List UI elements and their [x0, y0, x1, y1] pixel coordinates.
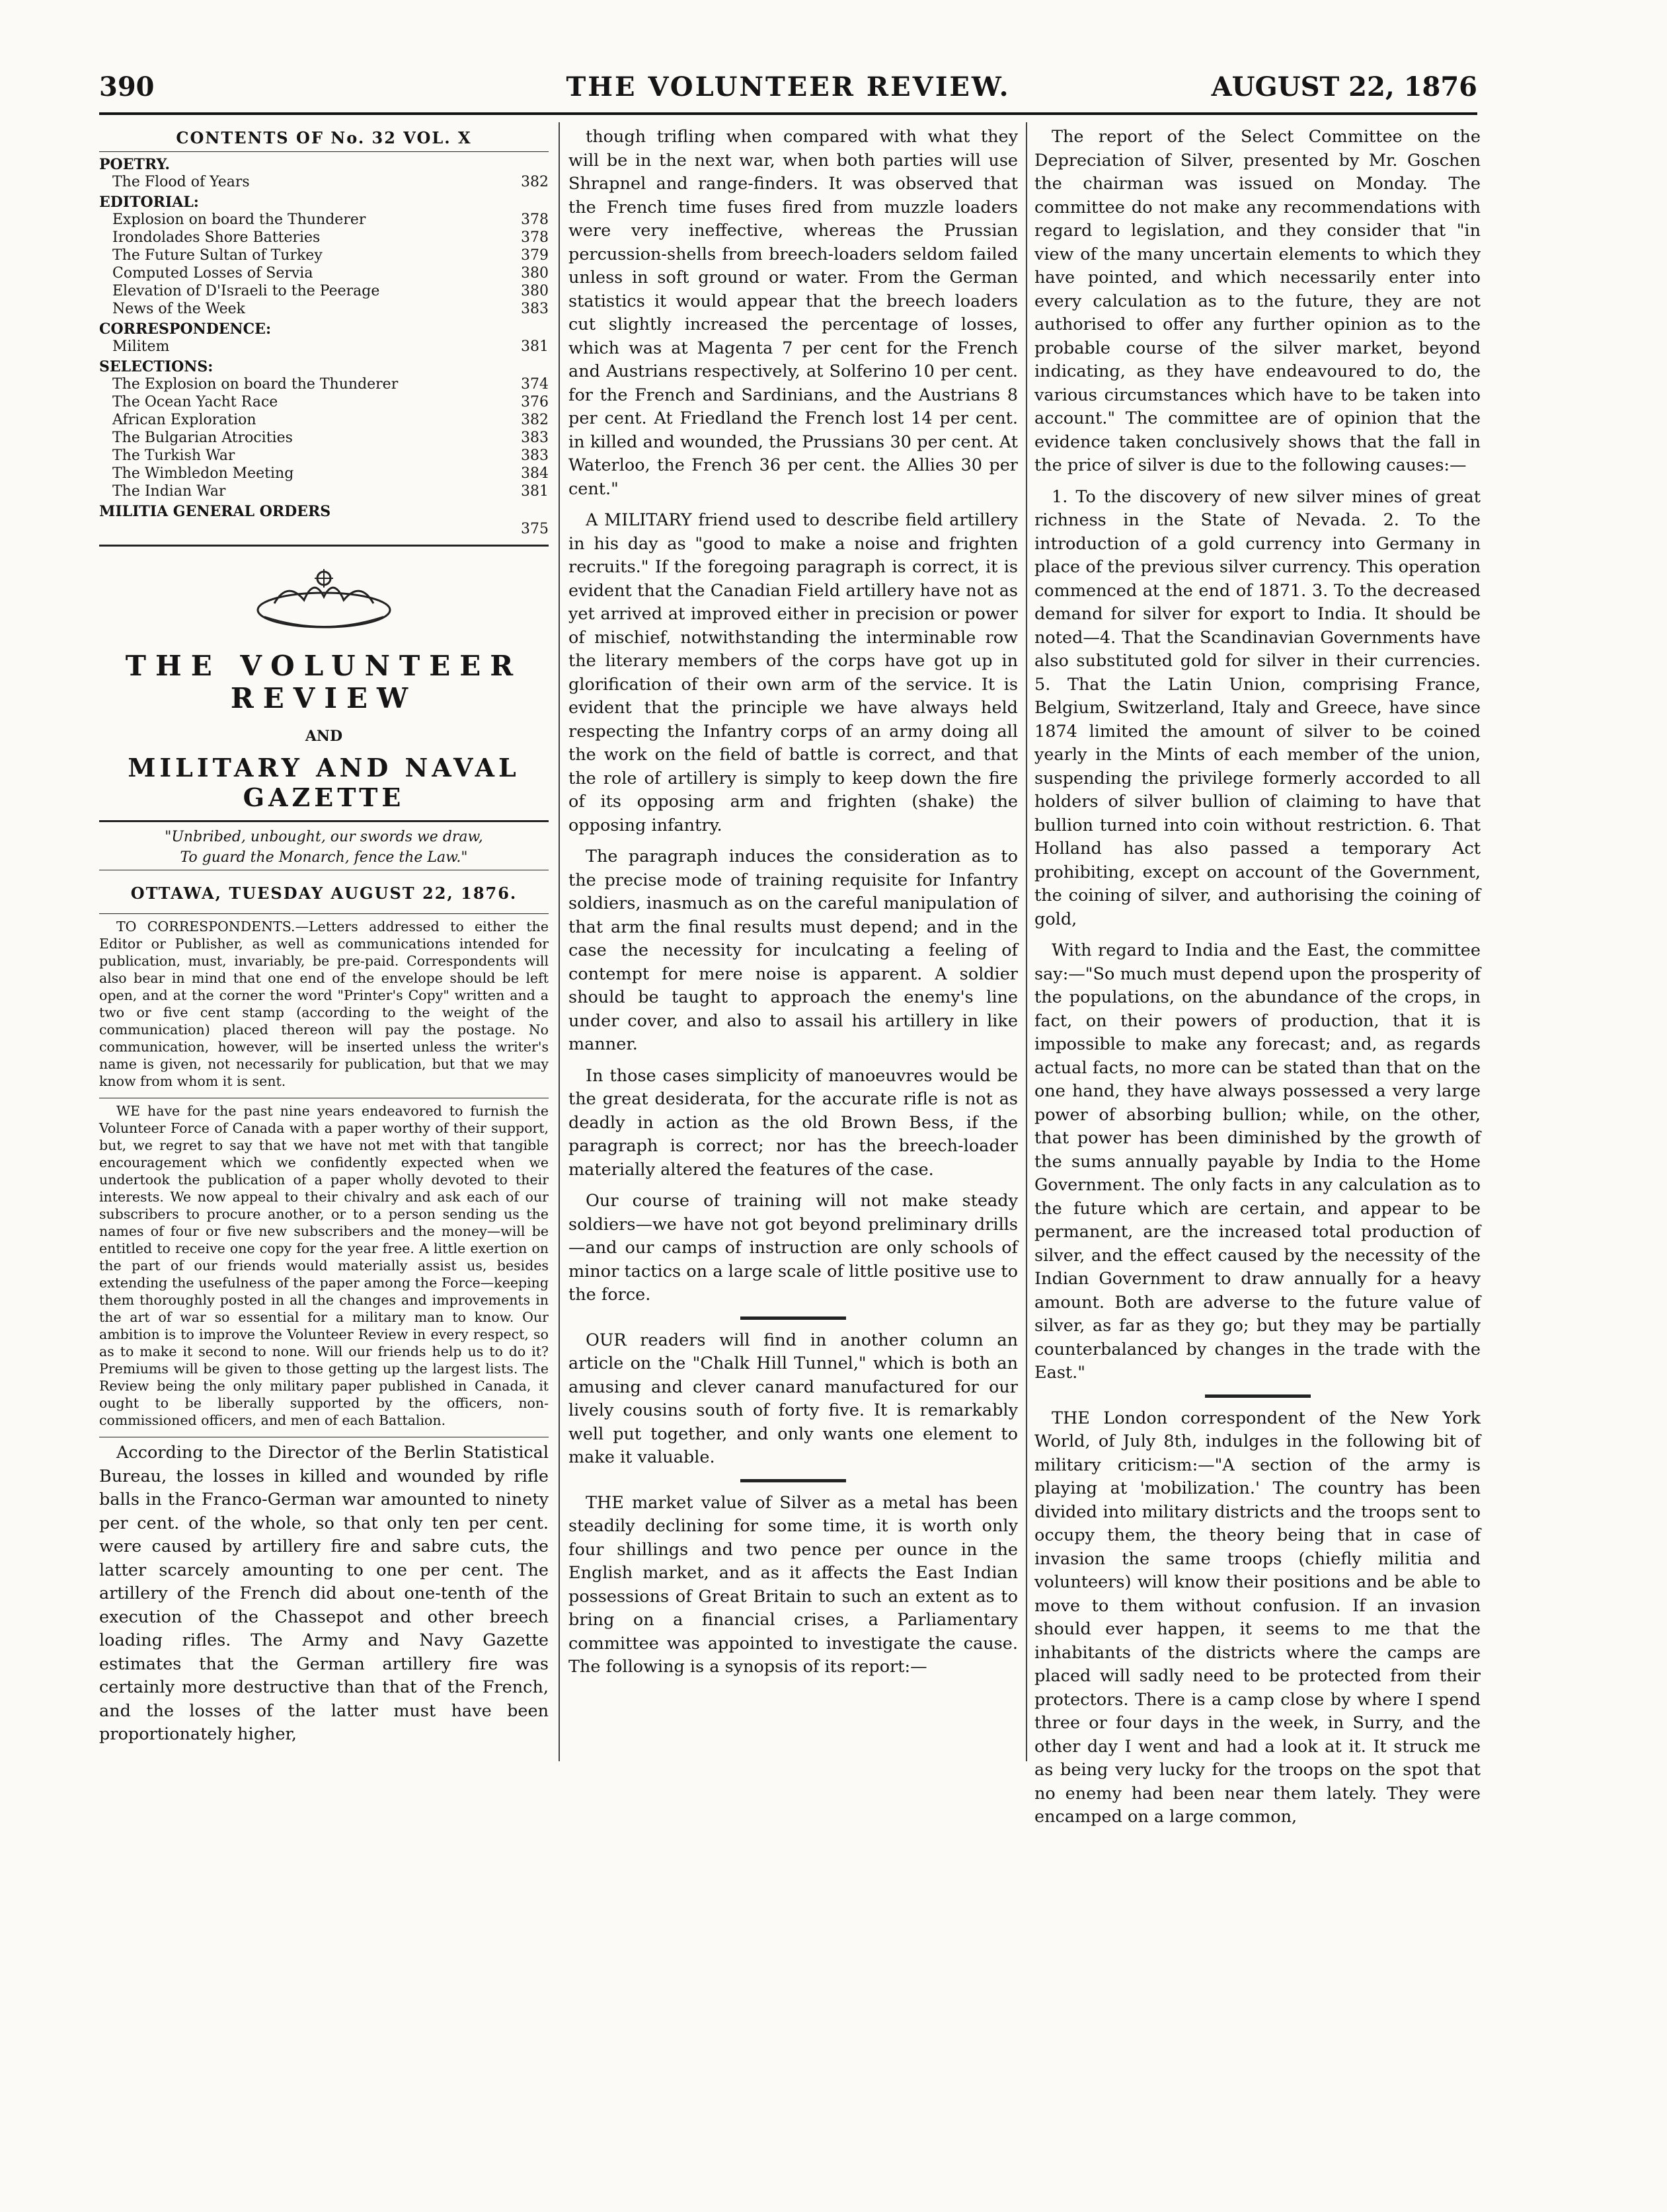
article-paragraph: A MILITARY friend used to describe field artillery in his day as "good to make a noise and frighten recruits." If the foregoing paragraph is correct, it is evident that the Canadian Field artillery have not as yet arrived at improved either in precision or power of mischief, notwithstanding the interminable row the literary members of the corps have got up in glorification of their own arm of the service. It is evident that the principle we have always held respecting the Infantry corps of an army doing all the work on the field of battle is correct, and that the role of artillery is simply to keep down the fire of its opposing arm and frighten (shake) the opposing infantry. — [568, 510, 1018, 835]
toc-entry-page: 381 — [521, 483, 549, 500]
toc-entry — [99, 447, 549, 465]
article-separator — [740, 1479, 846, 1482]
article-paragraph: The report of the Select Committee on the Depreciation of Silver, presented by Mr. Goschen the chairman was issued on Monday. The committee do not make any recommendations with regard to legislation, and they consider that "in view of the many uncertain elements to which they have pointed, and which necessarily enter into every calculation as to the future, they are not authorised to offer any further opinion as to the probable course of the silver market, beyond indicating, as they have endeavoured to do, the various circumstances which have to be taken into account." The committee are of opinion that the evidence taken conclusively shows that the fall in the price of silver is due to the following causes:— — [1034, 127, 1481, 475]
article-paragraph: With regard to India and the East, the committee say:—"So much must depend upon the prosperity of the populations, on the abundance of the crops, in fact, on their powers of production, that it is impossible to make any forecast; and, as regards actual facts, no more can be stated than that on the one hand, they have always possessed a very large power of absorbing bullion; while, on the other, that power has been diminished by the growth of the sums annually payable by India to the Home Government. The only facts in any calculation as to the future which are certain, and appear to be permanent, are the increased total production of silver, and the effect caused by the necessity of the Indian Government to draw annually for a heavy amount. Both are adverse to the future value of silver, as far as they go; but they may be partially counterbalanced by changes in the trade with the East." — [1034, 940, 1481, 1383]
contents-title: CONTENTS OF No. 32 VOL. X — [176, 128, 472, 147]
toc-entry-title: The Explosion on board the Thunderer — [112, 376, 399, 393]
divider — [99, 545, 549, 547]
toc-entry-title: The Ocean Yacht Race — [112, 394, 278, 410]
toc-entry-title: Computed Losses of Servia — [112, 265, 313, 282]
masthead-subtitle: MILITARY AND NAVAL GAZETTE — [128, 753, 520, 812]
divider — [99, 913, 549, 914]
toc-entry-title: The Wimbledon Meeting — [112, 465, 294, 482]
toc-entry — [99, 338, 549, 356]
toc-entry-page: 374 — [521, 376, 549, 393]
motto-line: To guard the Monarch, fence the Law." — [180, 849, 468, 866]
article-paragraph: THE market value of Silver as a metal has been steadily declining for some time, it is worth only four shillings and two pence per ounce in the English market, and as it affects the East Indian possessions of Great Britain to such an extent as to bring on a financial crises, a Parliamentary committee was appointed to investigate the cause. The following is a synopsis of its report:— — [568, 1492, 1018, 1677]
crown-emblem-icon — [248, 564, 400, 636]
toc-entry-page: 375 — [521, 521, 549, 537]
toc-entry-page: 383 — [521, 301, 549, 317]
toc-entry-page: 376 — [521, 394, 549, 410]
article-separator — [1205, 1394, 1311, 1398]
toc-entry-page: 384 — [521, 465, 549, 482]
page-header — [99, 71, 1477, 111]
toc-entry-title: The Turkish War — [112, 447, 235, 464]
toc-entry — [99, 393, 549, 411]
toc-entry — [99, 229, 549, 247]
toc-entry — [99, 375, 549, 393]
article-paragraph: In those cases simplicity of manoeuvres would be the great desiderata, for the accurate rifle is not as deadly in action as the old Brown Bess, if the paragraph is correct; nor has the breech-loader materially altered the features of the case. — [568, 1065, 1018, 1180]
article-paragraph: The paragraph induces the consideration as to the precise mode of training requisite for Infantry soldiers, inasmuch as on the careful manipulation of that arm the final results must depend; and in the case the necessity for inculcating a feeling of contempt for mere noise is apparent. A soldier should be taught to approach the enemy's line under cover, and also to assail his artillery in like manner. — [568, 847, 1018, 1054]
toc-entry — [99, 247, 549, 264]
issue-date: AUGUST 22, 1876 — [1211, 71, 1477, 102]
toc-entry — [99, 429, 549, 447]
running-title: THE VOLUNTEER REVIEW. — [566, 71, 1011, 102]
toc-section-label: EDITORIAL: — [99, 194, 199, 211]
subscription-appeal: WE have for the past nine years endeavored to furnish the Volunteer Force of Canada with a paper worthy of their support, but, we regret to say that we have not met with that tangible encouragement which we confidently expected when we undertook the publication of a paper wholly devoted to their interests. We now appeal to their chivalry and ask each of our subscribers to procure another, or to a person sending us the names of four or five new subscribers and the money—will be entitled to receive one copy for the year free. A little exertion on the part of our friends would materially assist us, besides extending the usefulness of the paper among the Force—keeping them thoroughly posted in all the changes and improvements in the art of war so essential for a military man to know. Our ambition is to improve the Volunteer Review in every respect, so as to make it second to none. Will our friends help us to do it? Premiums will be given to those getting up the largest lists. The Review being the only military paper published in Canada, it ought to be liberally supported by the officers, non-commissioned officers, and men of each Battalion. — [99, 1103, 549, 1428]
article-paragraph: Our course of training will not make steady soldiers—we have not got beyond preliminary drills—and our camps of instruction are only schools of minor tactics on a large scale of little positive use to the force. — [568, 1191, 1018, 1305]
toc-section-label: SELECTIONS: — [99, 358, 213, 375]
toc-entry-page: 381 — [521, 338, 549, 355]
toc-entry — [99, 282, 549, 300]
toc-entry-page: 382 — [521, 412, 549, 428]
toc-entry — [99, 211, 549, 229]
article-paragraph: THE London correspondent of the New York World, of July 8th, indulges in the following bit of military criticism:—"A section of the army is playing at 'mobilization.' The country has been divided into military districts and the troops sent to occupy them, the theory being that in case of invasion the same troops (chiefly militia and volunteers) will know their positions and be able to move to them without confusion. If an invasion should ever happen, it seems to me that the inhabitants of the districts where the camps are placed will sadly need to be protected from their protectors. There is a camp close by where I spend three or four days in the week, in Surry, and the other day I went and had a look at it. It struck me as being very lucky for the troops on the spot that no enemy had been near them lately. They were encamped on a large common, — [1034, 1408, 1481, 1827]
column-1 — [99, 126, 549, 1765]
divider — [99, 820, 549, 822]
toc-entry-page: 383 — [521, 447, 549, 464]
toc-entry — [99, 173, 549, 191]
masthead-and: AND — [305, 728, 343, 745]
toc-entry-page: 383 — [521, 430, 549, 446]
toc-entry-title: Elevation of D'Israeli to the Peerage — [112, 283, 380, 299]
article-paragraph: OUR readers will find in another column an article on the "Chalk Hill Tunnel," which is both an amusing and clever canard manufactured for our lively cousins south of forty five. It is remarkably well put together, and only wants one element to make it valuable. — [568, 1330, 1018, 1467]
article-separator — [740, 1316, 846, 1320]
toc-entry-title: The Indian War — [112, 483, 226, 500]
toc-entry-title: Irondolades Shore Batteries — [112, 229, 321, 246]
column-3 — [1034, 126, 1481, 1827]
toc-entry — [99, 520, 549, 538]
toc-entry-title: African Exploration — [112, 412, 256, 428]
notice-to-correspondents: TO CORRESPONDENTS.—Letters addressed to either the Editor or Publisher, as well as communications intended for publication, must, invariably, be pre-paid. Correspondents will also bear in mind that one end of the envelope should be left open, and at the corner the word "Printer's Copy" written and a two or five cent stamp (according to the weight of the communication) placed thereon will pay the postage. No communication, however, will be inserted unless the writer's name is given, not necessarily for publication, but that we may know from whom it is sent. — [99, 919, 549, 1089]
toc-entry-title: Explosion on board the Thunderer — [112, 211, 366, 228]
article-paragraph: According to the Director of the Berlin Statistical Bureau, the losses in killed and wounded by rifle balls in the Franco-German war amounted to ninety per cent. of the whole, so that only ten per cent. were caused by artillery fire and sabre cuts, the latter scarcely amounting to one per cent. The artillery of the French did about one-tenth of the execution of the Chassepot and other breech loading rifles. The Army and Navy Gazette estimates that the German artillery fire was certainly more destructive than that of the French, and the losses of the latter must have been proportionately higher, — [99, 1443, 549, 1744]
toc-section-label: POETRY. — [99, 156, 170, 173]
toc-entry-title: The Future Sultan of Turkey — [112, 247, 323, 264]
toc-entry-page: 378 — [521, 211, 549, 228]
toc-entry-title: Militem — [112, 338, 170, 355]
toc-section-label: CORRESPONDENCE: — [99, 321, 272, 338]
article-paragraph: though trifling when compared with what they will be in the next war, when both parties will use Shrapnel and range-finders. It was observed that the French time fuses fired from muzzle loaders were very ineffective, whereas the Prussian percussion-shells from breech-loaders seldom failed unless in soft ground or water. From the German statistics it would appear that the breech loaders cut slightly increased the percentage of losses, which was at Magenta 7 per cent for the French and Austrians respectively, at Solferino 10 per cent. for the French and Sardinians, and the Austrians 8 per cent. At Friedland the French lost 14 per cent. in killed and wounded, the Prussians 30 per cent. At Waterloo, the French 36 per cent. the Allies 30 per cent." — [568, 127, 1018, 499]
toc-entry-page: 380 — [521, 265, 549, 282]
toc-entry — [99, 482, 549, 500]
toc-entry-page: 382 — [521, 174, 549, 190]
toc-entry-page: 379 — [521, 247, 549, 264]
toc-entry-title: News of the Week — [112, 301, 245, 317]
table-of-contents — [99, 156, 549, 538]
masthead-title: THE VOLUNTEER REVIEW — [125, 650, 523, 714]
toc-entry — [99, 264, 549, 282]
toc-section-label: MILITIA GENERAL ORDERS — [99, 503, 331, 520]
toc-entry — [99, 300, 549, 318]
divider — [99, 151, 549, 152]
dateline: OTTAWA, TUESDAY AUGUST 22, 1876. — [130, 884, 518, 903]
toc-entry-page: 380 — [521, 283, 549, 299]
header-rule — [99, 112, 1477, 115]
article-paragraph: 1. To the discovery of new silver mines of great richness in the State of Nevada. 2. To the introduction of a gold currency into Germany in place of the previous silver currency. This operation commenced at the end of 1871. 3. To the decreased demand for silver for export to India. It should be noted—4. That the Scandinavian Governments have also substituted gold for silver in their currencies. 5. That the Latin Union, comprising France, Belgium, Switzerland, Italy and Greece, have since 1874 limited the amount of silver to be coined yearly in the Mints of each member of the union, suspending the privilege formerly accorded to all holders of silver bullion of claiming to have that bullion turned into coin without restriction. 6. That Holland has also passed a temporary Act prohibiting, except on account of the Government, the coining of silver, and authorising the coining of gold, — [1034, 486, 1481, 929]
column-divider — [559, 122, 560, 1761]
motto-line: "Unbribed, unbought, our swords we draw, — [165, 829, 483, 845]
toc-entry-title: The Bulgarian Atrocities — [112, 430, 293, 446]
column-2 — [568, 126, 1018, 1765]
toc-entry — [99, 411, 549, 429]
toc-entry-page: 378 — [521, 229, 549, 246]
toc-entry-title: The Flood of Years — [112, 174, 250, 190]
column-divider — [1026, 122, 1027, 1761]
toc-entry — [99, 465, 549, 482]
page-number: 390 — [99, 71, 155, 102]
